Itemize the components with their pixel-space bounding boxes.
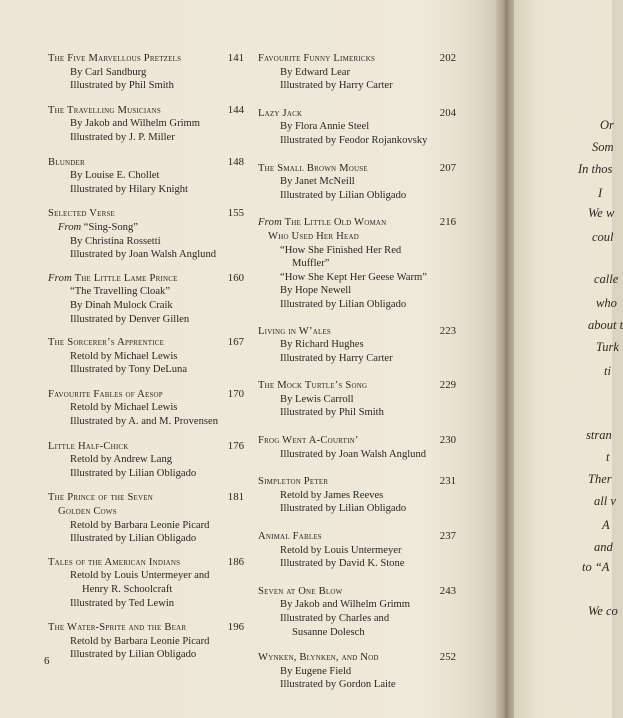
- toc-entry: [258, 107, 456, 148]
- right-page-text-line: about t: [588, 318, 623, 332]
- toc-entry-credit: Illustrated by Joan Walsh Anglund: [70, 249, 217, 261]
- toc-entry-credit: Illustrated by Lilian Obligado: [70, 467, 197, 479]
- right-page-text-line: Som: [592, 140, 614, 154]
- toc-entry-page-number: 229: [439, 379, 456, 392]
- toc-entry-title: [258, 531, 322, 542]
- toc-entry-credit: By Louise E. Chollet: [70, 170, 160, 182]
- toc-entry-title-text: Living in W’ales: [258, 325, 332, 337]
- toc-entry-credit: Susanne Dolesch: [292, 626, 365, 638]
- toc-entry-title: [48, 273, 178, 284]
- toc-entry-title-prefix: From: [48, 272, 72, 284]
- toc-entry-credit: Illustrated by Harry Carter: [280, 80, 393, 92]
- toc-entry-credit: Muffler”: [292, 258, 330, 270]
- toc-entry-title: [258, 435, 359, 446]
- toc-entry-credit: Illustrated by Feodor Rojankovsky: [280, 134, 428, 146]
- toc-entry-title-text: The Travelling Musicians: [48, 104, 162, 116]
- toc-entry-page-number: 216: [439, 216, 456, 229]
- toc-entry-credit: By Christina Rossetti: [70, 235, 161, 247]
- toc-entry: [258, 434, 456, 461]
- toc-entry: [48, 491, 244, 545]
- toc-entry-title: [48, 53, 181, 64]
- toc-entry-credit: Retold by Andrew Lang: [70, 454, 173, 466]
- toc-entry: [48, 52, 244, 93]
- toc-entry-credit: “How She Kept Her Geese Warm”: [280, 271, 427, 283]
- toc-entry: [48, 207, 244, 261]
- toc-entry-page-number: 204: [439, 106, 456, 119]
- toc-entry-title-line: [258, 162, 456, 176]
- toc-entry-title-text: The Mock Turtle’s Song: [258, 380, 368, 392]
- toc-entry-title-prefix: From: [258, 217, 282, 229]
- toc-entry-title-text: Favourite Funny Limericks: [258, 53, 376, 64]
- toc-entry-page-number: 223: [439, 324, 456, 337]
- toc-entry-credit: By Richard Hughes: [280, 339, 364, 351]
- toc-entry-title: [258, 108, 302, 119]
- toc-entry: [48, 440, 244, 481]
- toc-entry: [48, 556, 244, 610]
- toc-entry-credit: Retold by Michael Lewis: [70, 402, 178, 414]
- toc-entry-page-number: 196: [227, 621, 244, 634]
- right-page-text-line: stran: [586, 428, 612, 442]
- toc-entry-credit: By Dinah Mulock Craik: [70, 299, 173, 311]
- toc-entry-credit: Illustrated by Lilian Obligado: [280, 189, 407, 201]
- toc-entry-credit: Illustrated by Hilary Knight: [70, 183, 188, 195]
- toc-entry-title-line: [258, 325, 456, 339]
- toc-entry-credit: “How She Finished Her Red: [280, 244, 402, 256]
- toc-entry-title: [48, 208, 115, 219]
- toc-entry-title-line: [48, 491, 244, 505]
- toc-entry-page-number: 176: [227, 439, 244, 452]
- toc-entry-title-line: [258, 52, 456, 66]
- book-gutter: [496, 0, 514, 718]
- toc-entry-title-line: [48, 440, 244, 454]
- toc-entry-credit: Retold by Barbara Leonie Picard: [70, 635, 210, 647]
- toc-entry-title-text: Wynken, Blynken, and Nod: [258, 652, 379, 664]
- toc-entry-title-text: The Little Old Woman: [281, 217, 387, 229]
- toc-entry-credit: Illustrated by Gordon Laite: [280, 679, 396, 691]
- toc-entry-source-prefix: From: [58, 221, 82, 233]
- right-page-text-line: t: [606, 450, 610, 464]
- toc-entry-page-number: 155: [227, 207, 244, 220]
- toc-entry-title-line: [48, 336, 244, 350]
- toc-entry-credit: Retold by Michael Lewis: [70, 350, 178, 362]
- toc-entry-page-number: 231: [439, 475, 456, 488]
- toc-entry-credit: Illustrated by Lilian Obligado: [70, 649, 197, 661]
- toc-entry-title-text: The Prince of the Seven: [48, 492, 153, 504]
- toc-entry-title-line: [258, 651, 456, 665]
- toc-entry: [258, 530, 456, 571]
- toc-entry-page-number: 237: [439, 530, 456, 543]
- toc-entry-title-line: [48, 621, 244, 635]
- right-page-text-line: to “A: [582, 560, 610, 574]
- toc-entry-title-line: [48, 272, 244, 286]
- toc-entry-title-text: Tales of the American Indians: [48, 556, 181, 568]
- toc-entry-page-number: 160: [227, 271, 244, 284]
- toc-entry-page-number: 252: [439, 651, 456, 664]
- toc-entry: [258, 325, 456, 366]
- toc-entry-title-line: [258, 530, 456, 544]
- right-page-text-line: coul: [592, 230, 614, 244]
- toc-entry-title-line: [258, 434, 456, 448]
- toc-entry-credit: Illustrated by Denver Gillen: [70, 313, 190, 325]
- toc-entry: [258, 475, 456, 516]
- toc-entry-credit: By Flora Annie Steel: [280, 121, 370, 133]
- toc-entry-credit: Retold by Louis Untermeyer: [280, 544, 402, 556]
- toc-entry-title-text: The Small Brown Mouse: [258, 162, 368, 174]
- toc-entry-title-line: [48, 388, 244, 402]
- toc-entry-title: [258, 53, 375, 64]
- right-page-text-line: We co: [588, 604, 618, 618]
- toc-entry-credit: Illustrated by Phil Smith: [280, 407, 384, 419]
- toc-entry-title: [48, 622, 186, 633]
- toc-entry-title-text: The Little Lame Prince: [71, 272, 178, 284]
- toc-entry-title-line: [258, 585, 456, 599]
- toc-entry: [48, 621, 244, 662]
- toc-entry-title: [48, 157, 85, 168]
- toc-column-right: [258, 52, 456, 692]
- toc-entry-credit: “The Travelling Cloak”: [70, 286, 171, 298]
- toc-entry-credit: By Carl Sandburg: [70, 66, 147, 78]
- toc-entry-credit: By Lewis Carroll: [280, 393, 354, 405]
- toc-entry-title: [258, 380, 367, 391]
- toc-entry-title: [48, 492, 153, 503]
- toc-entry-title-line: [48, 104, 244, 118]
- toc-entry: [258, 52, 456, 93]
- toc-entry-credit: Henry R. Schoolcraft: [82, 584, 173, 595]
- toc-entry-title-line: [48, 556, 244, 570]
- toc-entry-title: [258, 586, 342, 597]
- right-page-text-line: A: [602, 518, 610, 532]
- toc-entry: [258, 379, 456, 420]
- toc-entry-credit: Retold by Barbara Leonie Picard: [70, 519, 210, 531]
- right-page-text-line: Or: [600, 118, 614, 132]
- toc-entry: [258, 162, 456, 203]
- toc-entry-title-text: Favourite Fables of Aesop: [48, 388, 163, 400]
- toc-entry-title: [48, 105, 161, 116]
- toc-entry-page-number: 186: [227, 555, 244, 568]
- toc-entry-credit: Illustrated by J. P. Miller: [70, 131, 175, 143]
- right-page-text-line: all v: [594, 494, 616, 508]
- toc-entry-title-text: Seven at One Blow: [258, 585, 343, 597]
- toc-entry-page-number: 170: [227, 387, 244, 400]
- toc-entry-credit: Illustrated by Charles and: [280, 613, 390, 624]
- toc-entry-title: [258, 163, 368, 174]
- toc-entry-title: [48, 337, 164, 348]
- toc-entry-title: [258, 217, 386, 228]
- toc-entry-credit: Illustrated by Joan Walsh Anglund: [280, 448, 427, 460]
- toc-entry-credit: Retold by James Reeves: [280, 489, 384, 501]
- toc-entry-page-number: 167: [227, 336, 244, 349]
- right-page-edge: [514, 0, 623, 718]
- toc-entry-title-text: Lazy Jack: [258, 107, 303, 119]
- right-page-text-line: calle: [594, 272, 619, 286]
- toc-entry-page-number: 144: [227, 103, 244, 116]
- toc-entry-credit: By Hope Newell: [280, 285, 352, 297]
- toc-entry-credit: Illustrated by Lilian Obligado: [280, 298, 407, 310]
- toc-entry-title-line: [48, 52, 244, 66]
- toc-entry-credit: Illustrated by David K. Stone: [280, 558, 405, 570]
- toc-entry-title-text: The Sorcerer’s Apprentice: [48, 337, 165, 349]
- toc-entry-credit: By Jakob and Wilhelm Grimm: [70, 118, 201, 130]
- toc-entry-title-line: [258, 107, 456, 121]
- toc-entry: [48, 156, 244, 197]
- right-page-text-line: In thos: [578, 162, 613, 176]
- right-page-text-line: Turk: [596, 340, 619, 354]
- toc-entry: [258, 651, 456, 692]
- toc-entry-page-number: 243: [439, 584, 456, 597]
- toc-entry-credit: By Janet McNeill: [280, 176, 355, 188]
- toc-entry-title: [48, 557, 180, 568]
- toc-entry: [48, 336, 244, 377]
- toc-entry-title: [48, 389, 163, 400]
- right-page-text-line: I: [598, 186, 603, 200]
- toc-entry-title-continuation: Who Used Her Head: [268, 230, 359, 242]
- toc-entry-credit: Illustrated by Harry Carter: [280, 352, 393, 364]
- right-page-text-line: ti: [604, 364, 611, 378]
- toc-entry: [258, 585, 456, 639]
- toc-entry-credit: Illustrated by Lilian Obligado: [70, 533, 197, 545]
- right-page-text-line: who: [596, 296, 617, 310]
- toc-entry-source: [48, 221, 244, 235]
- toc-entry-title: [258, 652, 379, 663]
- toc-entry-title-line: [48, 207, 244, 221]
- toc-entry-title-line: [258, 379, 456, 393]
- toc-entry: [258, 216, 456, 311]
- toc-entry: [48, 104, 244, 145]
- toc-entry-title-line: [258, 216, 456, 230]
- toc-entry-title-line: [258, 475, 456, 489]
- toc-entry-title-text: Frog Went A-Courtin’: [258, 435, 359, 447]
- toc-entry-title-line: [48, 156, 244, 170]
- toc-entry-page-number: 207: [439, 161, 456, 174]
- toc-entry-credit: Illustrated by Tony DeLuna: [70, 364, 188, 376]
- toc-entry-title-text: Blunder: [48, 156, 85, 168]
- toc-entry-page-number: 202: [439, 52, 456, 64]
- right-page-text-line: and: [594, 540, 613, 554]
- right-page-text-line: We w: [588, 206, 615, 220]
- toc-entry-title-text: The Five Marvellous Pretzels: [48, 53, 182, 64]
- toc-entry-source-title: “Sing-Song”: [81, 221, 138, 233]
- toc-entry-page-number: 148: [227, 155, 244, 168]
- toc-entry-title-text: Animal Fables: [258, 531, 322, 543]
- toc-entry-page-number: 181: [227, 491, 244, 504]
- toc-entry-credit: Illustrated by Lilian Obligado: [280, 503, 407, 515]
- right-page-text-line: Ther: [588, 472, 612, 486]
- toc-entry-credit: Illustrated by A. and M. Provensen: [70, 416, 218, 428]
- toc-entry-credit: Illustrated by Ted Lewin: [70, 597, 175, 609]
- toc-column-left: [48, 52, 244, 662]
- toc-entry-credit: By Edward Lear: [280, 66, 351, 78]
- toc-entry-title-text: Simpleton Peter: [258, 476, 329, 488]
- toc-entry-title-text: Selected Verse: [48, 208, 116, 220]
- toc-entry-credit: Retold by Louis Untermeyer and: [70, 570, 210, 582]
- toc-entry: [48, 388, 244, 429]
- toc-entry-page-number: 230: [439, 434, 456, 447]
- toc-entry-page-number: 141: [227, 52, 244, 64]
- toc-entry-title: [258, 326, 331, 337]
- page-folio: 6: [44, 655, 50, 667]
- toc-entry: [48, 272, 244, 326]
- toc-entry-credit: By Eugene Field: [280, 665, 352, 677]
- toc-entry-title-continuation: Golden Cows: [58, 506, 117, 518]
- toc-entry-title: [48, 441, 129, 452]
- toc-entry-title-text: The Water-Sprite and the Bear: [48, 622, 187, 634]
- toc-entry-credit: By Jakob and Wilhelm Grimm: [280, 599, 411, 611]
- toc-entry-title: [258, 476, 328, 487]
- toc-entry-title-text: Little Half-Chick: [48, 440, 129, 452]
- toc-entry-credit: Illustrated by Phil Smith: [70, 80, 174, 92]
